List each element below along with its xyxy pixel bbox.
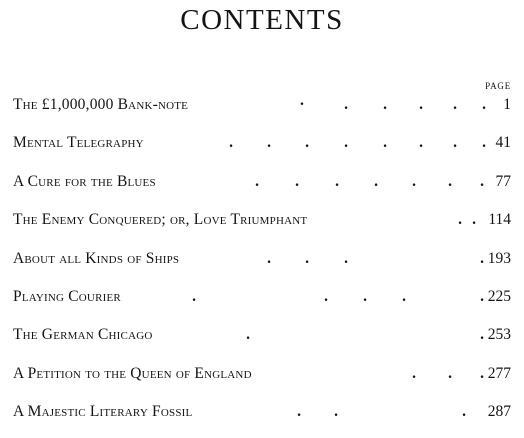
toc-entry-leaders: . . . [297, 403, 466, 421]
page-title: CONTENTS [180, 4, 344, 36]
table-of-contents [13, 92, 511, 438]
page-column-label: PAGE [485, 81, 511, 91]
toc-entry-page: 277 [487, 364, 511, 382]
toc-entry-leaders: . . [458, 211, 476, 229]
toc-entry-title: A Petition to the Queen of England [13, 364, 252, 382]
toc-entry-title: The £1,000,000 Bank-note [13, 96, 189, 113]
toc-entry-page: 253 [487, 326, 511, 344]
toc-entry-leaders: . . . . . . . . [229, 134, 486, 152]
toc-entry-title: Mental Telegraphy [13, 134, 144, 152]
toc-entry-title: A Majestic Literary Fossil [13, 403, 193, 421]
toc-entry-leaders: . . . [412, 364, 484, 382]
toc-entry-page: 225 [487, 287, 511, 305]
toc-entry-leaders: . . . . . . . [255, 172, 484, 190]
toc-entry[interactable] [13, 92, 511, 130]
toc-entry-page: 287 [487, 403, 511, 421]
toc-entry-leaders: . . [246, 326, 484, 344]
toc-entry[interactable] [13, 322, 511, 360]
toc-entry-title: About all Kinds of Ships [13, 249, 180, 267]
toc-entry[interactable] [13, 207, 511, 245]
toc-entry[interactable] [13, 284, 511, 322]
toc-entry-page: 193 [487, 249, 511, 267]
toc-entry[interactable] [13, 361, 511, 399]
toc-entry-title: The German Chicago [13, 326, 153, 344]
toc-entry-page: 1 [503, 96, 511, 113]
toc-entry-page: 77 [495, 172, 511, 190]
toc-entry-leaders: · . . . . . [299, 96, 486, 113]
toc-entry-leaders: . . . . [267, 249, 484, 267]
toc-entry-title: Playing Courier [13, 287, 121, 305]
toc-entry[interactable] [13, 246, 511, 284]
toc-entry-title: A Cure for the Blues [13, 172, 156, 190]
toc-entry-page: 41 [495, 134, 511, 152]
toc-entry[interactable] [13, 169, 511, 207]
toc-entry[interactable] [13, 399, 511, 437]
toc-entry-page: 114 [488, 211, 511, 229]
toc-entry-leaders: . . . . . [192, 287, 484, 305]
toc-entry[interactable] [13, 130, 511, 168]
toc-entry-title: The Enemy Conquered; or, Love Triumphant [13, 211, 308, 229]
